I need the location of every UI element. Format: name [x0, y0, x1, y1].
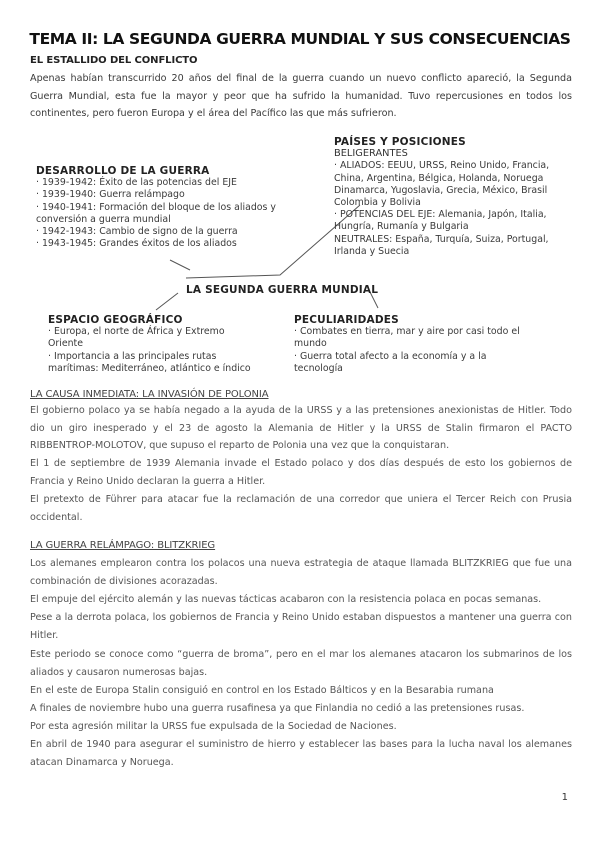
peculiaridades-line: mundo: [294, 338, 327, 350]
desarrollo-heading: DESARROLLO DE LA GUERRA: [36, 165, 210, 177]
paragraph-blitzkrieg-2: El empuje del ejército alemán y las nuevas tácticas acabaron con la resistencia polaca en pocas semanas.: [30, 594, 542, 605]
paises-line: · ALIADOS: EEUU, URSS, Reino Unido, Francia,: [334, 160, 550, 172]
section-heading-causa-inmediata: LA CAUSA INMEDIATA: LA INVASIÓN DE POLONIA: [30, 389, 269, 400]
paragraph-blitzkrieg-3: Pese a la derrota polaca, los gobiernos de Francia y Reino Unido estaban dispuestos a mantener una guerra con Hitler.: [30, 612, 572, 641]
paises-line: NEUTRALES: España, Turquía, Suiza, Portugal,: [334, 233, 549, 245]
desarrollo-guerra-block: [36, 165, 294, 250]
paragraph-estallido: Apenas habían transcurrido 20 años del final de la guerra cuando un nuevo conflicto apareció, la Segunda Guerra Mundial, esta fue la mayor y peor que ha sufrido la humanidad. Tuvo repercusiones en todos los continentes, pero fueron Europa y el área del Pacífico las que más sufrieron.: [30, 73, 572, 119]
paragraph-blitzkrieg-4: Este periodo se conoce como “guerra de broma”, pero en el mar los alemanes atacaron los submarinos de los aliados y causaron numerosas bajas.: [30, 649, 572, 678]
paragraph-causa-3: El pretexto de Führer para atacar fue la reclamación de una corredor que uniera el Tercer Reich con Prusia occidental.: [30, 494, 572, 523]
paragraph-causa-2: El 1 de septiembre de 1939 Alemania invade el Estado polaco y dos días después de esto los gobiernos de Francia y Reino Unido declaran la guerra a Hitler.: [30, 458, 572, 487]
desarrollo-item: · 1939-1942: Éxito de las potencias del EJE: [36, 177, 237, 189]
espacio-line: Oriente: [48, 338, 83, 350]
peculiaridades-line: · Combates en tierra, mar y aire por casi todo el: [294, 326, 520, 338]
paises-line: Hungría, Rumanía y Bulgaria: [334, 221, 469, 233]
espacio-line: · Europa, el norte de África y Extremo: [48, 326, 225, 338]
paises-posiciones-block: [334, 136, 574, 258]
section-heading-guerra-relampago: LA GUERRA RELÁMPAGO: BLITZKRIEG: [30, 540, 216, 551]
desarrollo-item: · 1939-1940: Guerra relámpago: [36, 189, 185, 201]
paragraph-blitzkrieg-6: A finales de noviembre hubo una guerra rusafinesa ya que Finlandia no cedió a las pretensiones rusas.: [30, 703, 525, 714]
paragraph-causa-1: El gobierno polaco ya se había negado a la ayuda de la URSS y a las pretensiones anexionistas de Hitler. Todo dio un giro inesperado y el 23 de agosto la Alemania de Hitler y la URSS de Stalin firmaron el PACTO RIBBENTROP-MOLOTOV, que supuso el reparto de Polonia una vez que la conquistaran.: [30, 405, 572, 451]
peculiaridades-line: · Guerra total afecto a la economía y a la: [294, 350, 487, 362]
peculiaridades-block: [294, 314, 564, 375]
peculiaridades-heading: PECULIARIDADES: [294, 314, 399, 326]
paragraph-blitzkrieg-8: En abril de 1940 para asegurar el suministro de hierro y establecer las bases para la lucha naval los alemanes atacan Dinamarca y Noruega.: [30, 739, 572, 768]
paragraph-blitzkrieg-1: Los alemanes emplearon contra los polacos una nueva estrategia de ataque llamada BLITZKRIEG que fue una combinación de divisiones acorazadas.: [30, 558, 572, 587]
diagram-center-label: LA SEGUNDA GUERRA MUNDIAL: [186, 284, 379, 296]
paises-line: Colombia y Bolivia: [334, 197, 421, 209]
paragraph-blitzkrieg-5: En el este de Europa Stalin consiguió en control en los Estado Bálticos y en la Besarabia rumana: [30, 685, 494, 696]
espacio-heading: ESPACIO GEOGRÁFICO: [48, 314, 183, 326]
document-title: TEMA II: LA SEGUNDA GUERRA MUNDIAL Y SUS CONSECUENCIAS: [29, 30, 571, 48]
peculiaridades-line: tecnología: [294, 362, 343, 374]
paises-line: China, Argentina, Bélgica, Holanda, Noruega: [334, 172, 544, 184]
paragraph-blitzkrieg-7: Por esta agresión militar la URSS fue expulsada de la Sociedad de Naciones.: [30, 721, 397, 732]
paises-line: Irlanda y Suecia: [334, 245, 410, 257]
page-number: 1: [561, 792, 568, 803]
desarrollo-item: · 1940-1941: Formación del bloque de los aliados y conversión a guerra mundial: [36, 201, 276, 225]
paises-line: · POTENCIAS DEL EJE: Alemania, Japón, Italia,: [334, 209, 547, 221]
espacio-line: marítimas: Mediterráneo, atlántico e índico: [48, 362, 251, 374]
desarrollo-item: · 1942-1943: Cambio de signo de la guerra: [36, 226, 238, 238]
section-heading-estallido: EL ESTALLIDO DEL CONFLICTO: [30, 55, 198, 66]
espacio-geografico-block: [48, 314, 278, 375]
desarrollo-item: · 1943-1945: Grandes éxitos de los aliados: [36, 238, 237, 250]
espacio-line: · Importancia a las principales rutas: [48, 350, 217, 362]
beligerantes-subheading: BELIGERANTES: [334, 148, 408, 160]
paises-heading: PAÍSES Y POSICIONES: [334, 136, 466, 148]
paises-line: Dinamarca, Yugoslavia, Grecia, México, Brasil: [334, 184, 548, 196]
